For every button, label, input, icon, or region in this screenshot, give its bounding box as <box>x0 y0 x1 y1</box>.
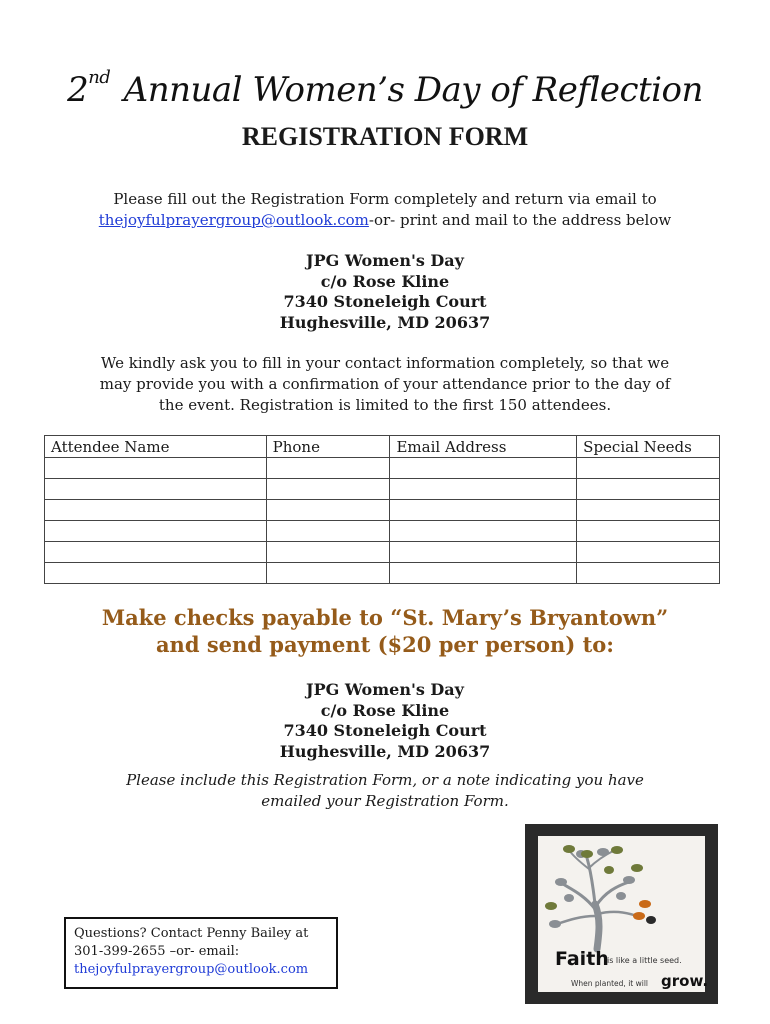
table-row <box>45 479 720 500</box>
title-number: 2 <box>67 70 89 110</box>
leaf-icon <box>549 920 561 928</box>
column-header-attendee-name: Attendee Name <box>45 436 267 458</box>
leaf-icon <box>616 892 626 900</box>
cell-attendee-name[interactable] <box>45 521 267 542</box>
cell-attendee-name[interactable] <box>45 479 267 500</box>
payment-note-line: Please include this Registration Form, or a note indicating you have <box>126 771 644 789</box>
cell-special-needs[interactable] <box>577 542 720 563</box>
contact-info-notice <box>0 353 770 416</box>
cell-special-needs[interactable] <box>577 479 720 500</box>
column-header-phone: Phone <box>266 436 390 458</box>
cell-phone[interactable] <box>266 479 390 500</box>
leaf-icon <box>555 878 567 886</box>
table-row <box>45 500 720 521</box>
cell-special-needs[interactable] <box>577 563 720 584</box>
leaf-icon <box>633 912 645 920</box>
contact-line: Questions? Contact Penny Bailey at <box>74 926 309 941</box>
table-row <box>45 458 720 479</box>
leaf-icon <box>563 845 575 853</box>
cell-special-needs[interactable] <box>577 458 720 479</box>
leaf-icon <box>545 902 557 910</box>
address-line: Hughesville, MD 20637 <box>279 312 491 332</box>
cell-attendee-name[interactable] <box>45 542 267 563</box>
contact-email-link[interactable]: thejoyfulprayergroup@outlook.com <box>74 962 309 977</box>
cell-phone[interactable] <box>266 500 390 521</box>
column-header-special-needs: Special Needs <box>577 436 720 458</box>
cell-phone[interactable] <box>266 521 390 542</box>
form-heading: REGISTRATION FORM <box>241 122 529 151</box>
leaf-icon <box>631 864 643 872</box>
payment-line: Make checks payable to “St. Mary’s Bryantown” <box>101 605 669 630</box>
payment-note <box>0 770 770 812</box>
mailing-address <box>0 251 770 333</box>
payment-note-line: emailed your Registration Form. <box>261 792 509 810</box>
address-line: c/o Rose Kline <box>320 700 450 720</box>
table-row <box>45 542 720 563</box>
cell-email[interactable] <box>390 563 577 584</box>
contact-line: 301-399-2655 –or- email: <box>74 944 240 959</box>
leaf-icon <box>604 866 614 874</box>
intro-line-1: Please fill out the Registration Form completely and return via email to <box>113 190 657 208</box>
cell-attendee-name[interactable] <box>45 458 267 479</box>
cell-phone[interactable] <box>266 458 390 479</box>
cell-attendee-name[interactable] <box>45 563 267 584</box>
questions-contact-box <box>64 917 338 989</box>
intro-line-2-rest: -or- print and mail to the address below <box>368 211 672 229</box>
artwork-text-seed: is like a little seed. <box>607 956 682 965</box>
payment-line: and send payment ($20 per person) to: <box>155 632 615 657</box>
leaf-icon <box>611 846 623 854</box>
table-row <box>45 521 720 542</box>
address-line: JPG Women's Day <box>306 251 464 270</box>
intro-line-2 <box>0 210 770 231</box>
table-header-row <box>45 436 720 458</box>
cell-special-needs[interactable] <box>577 521 720 542</box>
artwork-text-grow: grow. <box>661 972 709 990</box>
table-row <box>45 563 720 584</box>
attendee-table <box>44 435 720 584</box>
artwork-text-faith: Faith <box>555 948 609 970</box>
payment-instructions <box>0 604 770 658</box>
intro-email-link[interactable]: thejoyfulprayergroup@outlook.com <box>98 211 369 229</box>
cell-special-needs[interactable] <box>577 500 720 521</box>
title-ordinal-suffix: nd <box>88 67 111 88</box>
column-header-email: Email Address <box>390 436 577 458</box>
cell-email[interactable] <box>390 479 577 500</box>
address-line: Hughesville, MD 20637 <box>279 741 491 761</box>
artwork-text-planted: When planted, it will <box>571 979 648 988</box>
cell-attendee-name[interactable] <box>45 500 267 521</box>
leaf-icon <box>639 900 651 908</box>
intro-paragraph <box>0 189 770 231</box>
leaf-icon <box>581 850 593 858</box>
cell-phone[interactable] <box>266 542 390 563</box>
address-line: 7340 Stoneleigh Court <box>283 721 487 740</box>
cell-email[interactable] <box>390 542 577 563</box>
notice-line: We kindly ask you to fill in your contact information completely, so that we <box>100 354 670 372</box>
faith-tree-artwork <box>525 824 718 1004</box>
leaf-icon <box>597 848 609 856</box>
cell-email[interactable] <box>390 500 577 521</box>
title-text: Annual Women’s Day of Reflection <box>123 70 703 110</box>
leaf-icon <box>564 894 574 902</box>
address-line: c/o Rose Kline <box>320 271 450 291</box>
event-title <box>0 62 770 118</box>
address-line: 7340 Stoneleigh Court <box>283 292 487 311</box>
address-line: JPG Women's Day <box>306 680 464 699</box>
cell-email[interactable] <box>390 458 577 479</box>
cell-email[interactable] <box>390 521 577 542</box>
cell-phone[interactable] <box>266 563 390 584</box>
notice-line: may provide you with a confirmation of your attendance prior to the day of <box>99 375 671 393</box>
notice-line: the event. Registration is limited to the first 150 attendees. <box>158 396 612 414</box>
payment-address <box>0 680 770 762</box>
leaf-icon <box>623 876 635 884</box>
leaf-icon <box>646 916 656 924</box>
